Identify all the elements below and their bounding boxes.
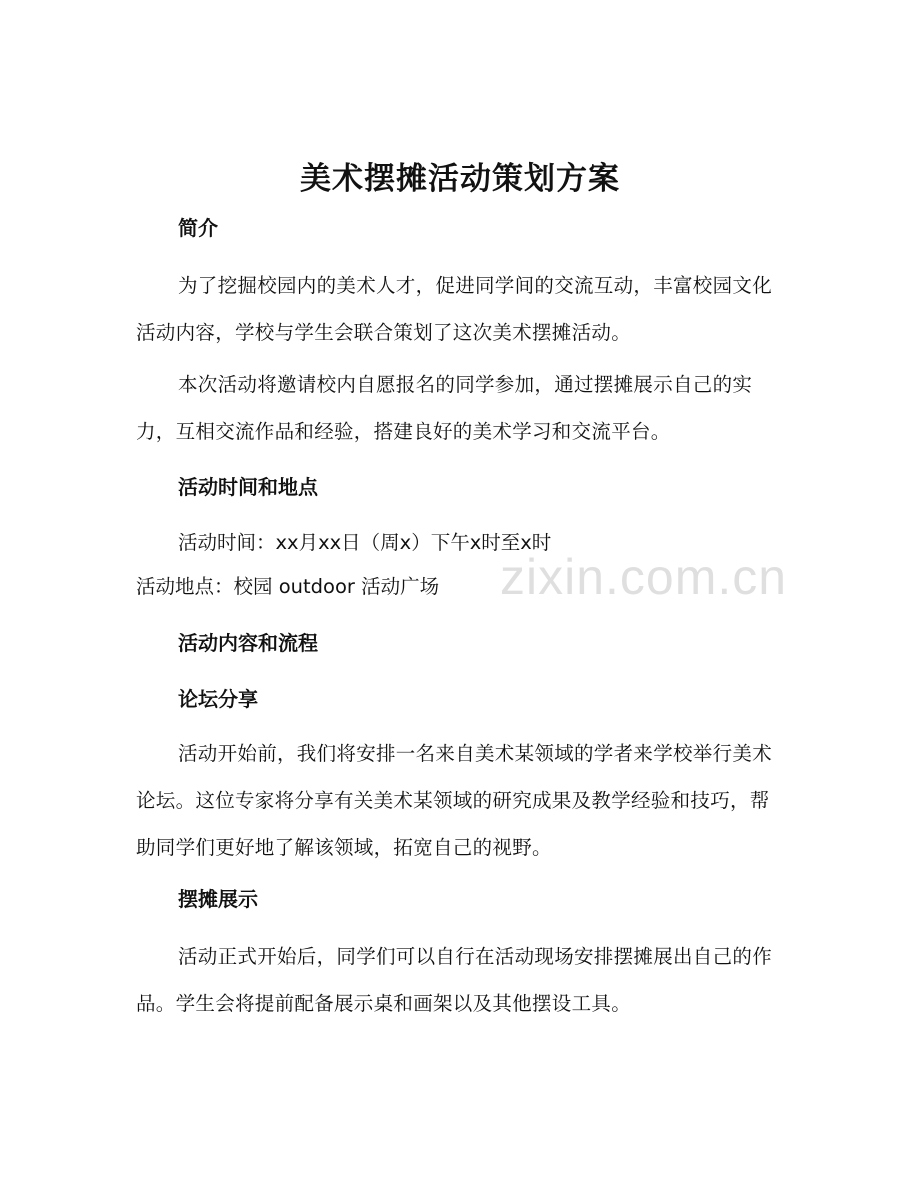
paragraph-intro-2: 本次活动将邀请校内自愿报名的同学参加，通过摆摊展示自己的实力，互相交流作品和经验，搭建良好的美术学习和交流平台。 xyxy=(136,373,753,443)
section-heading-stall: 摆摊展示 xyxy=(178,887,258,911)
paragraph-forum: 活动开始前，我们将安排一名来自美术某领域的学者来学校举行美术论坛。这位专家将分享有关美术某领域的研究成果及教学经验和技巧，帮助同学们更好地了解该领域，拓宽自己的视野。 xyxy=(136,742,773,859)
document-title: 美术摆摊活动策划方案 xyxy=(300,161,620,197)
watermark-text: zixin.com.cn xyxy=(500,549,788,605)
paragraph-stall: 活动正式开始后，同学们可以自行在活动现场安排摆摊展出自己的作品。学生会将提前配备展示桌和画架以及其他摆设工具。 xyxy=(136,945,773,1015)
section-heading-content: 活动内容和流程 xyxy=(178,631,318,655)
section-heading-forum: 论坛分享 xyxy=(178,687,258,711)
paragraph-intro-1: 为了挖掘校园内的美术人才，促进同学间的交流互动，丰富校园文化活动内容，学校与学生会联合策划了这次美术摆摊活动。 xyxy=(136,274,773,344)
section-heading-time-place: 活动时间和地点 xyxy=(178,475,318,499)
activity-time-line: 活动时间：xx月xx日（周x）下午x时至x时 xyxy=(178,531,552,554)
activity-place-line: 活动地点：校园 outdoor 活动广场 xyxy=(136,575,440,598)
section-heading-intro: 简介 xyxy=(178,216,218,240)
